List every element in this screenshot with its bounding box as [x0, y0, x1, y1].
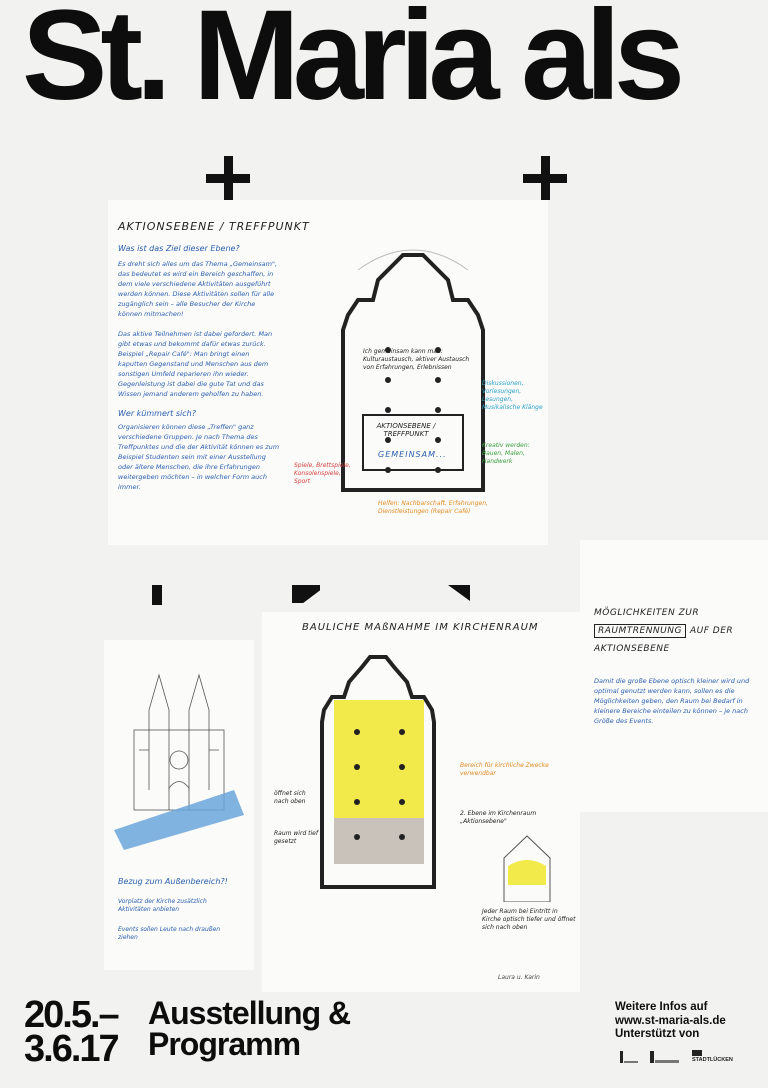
exhibition-title	[148, 995, 351, 1062]
annotation: Diskussionen, Vorlesungen, Lesungen, Musikalische Klänge	[482, 380, 543, 411]
paragraph: Damit die große Ebene optisch kleiner wird und optimal genutzt werden kann, sollen es die Möglichkeiten geben, den Raum bei Bedarf in kleinere Bereiche einteilen zu können – je nach Größe des Events.	[594, 677, 750, 725]
paragraph: Organisieren können diese „Treffen" ganz verschiedene Gruppen. Je nach Thema des Treffpunktes und die der Aktivität können es zum Beispiel Studenten sein mit einer Ausstellung oder ältere Menschen, die ihre Erfahrungen weitergeben möchten – in welcher Form auch immer.	[118, 423, 280, 491]
sponsor-logo-stadtluecken: STADTLÜCKEN	[692, 1050, 736, 1063]
sponsor-logo-2	[650, 1051, 682, 1063]
sketch-sheet-aktionsebene	[108, 200, 548, 545]
sketch-sheet-facade	[104, 640, 254, 970]
annotation: Ich gemeinsam kann man: Kulturaustausch, aktiver Austausch von Erfahrungen, Erlebnissen	[363, 348, 470, 371]
annotation: Kreativ werden: Bauen, Malen, Handwerk	[482, 442, 530, 465]
sheet-heading: AKTIONSEBENE / TREFFPUNKT	[118, 220, 310, 233]
support-label: Unterstützt von	[615, 1028, 700, 1040]
poster-title: St. Maria als	[22, 0, 678, 127]
annotation: Helfen: Nachbarschaft, Erfahrungen, Dienstleistungen (Repair Café)	[378, 500, 488, 515]
website-link[interactable]: www.st-maria-als.de	[615, 1014, 726, 1027]
church-floorplan-highlighted	[302, 652, 452, 902]
church-section-drawing	[492, 830, 562, 902]
sketch-sheet-raumtrennung	[580, 540, 768, 812]
cathedral-facade-drawing	[114, 670, 244, 850]
annotation: Bereich für kirchliche Zwecke verwendbar	[460, 762, 549, 777]
decorative-shape	[292, 585, 320, 603]
annotation: Events sollen Leute nach draußen ziehen	[118, 926, 221, 941]
info-block	[615, 1001, 726, 1042]
floorplan-label-gemeinsam: GEMEINSAM...	[378, 450, 447, 459]
annotation: Jeder Raum bei Eintritt in Kirche optisch tiefer und öffnet sich nach oben	[482, 908, 576, 931]
sponsor-logo-1	[620, 1051, 640, 1063]
question-heading: Was ist das Ziel dieser Ebene?	[118, 244, 240, 253]
date-start: 20.5.–	[24, 994, 118, 1036]
sheet-heading: BAULICHE MAßNAHME IM KIRCHENRAUM	[302, 622, 539, 633]
sheet-heading-boxed: RAUMTRENNUNG	[594, 624, 686, 638]
paragraph: Es dreht sich alles um das Thema „Gemeinsam", das bedeutet es wird ein Bereich geschaffen, in dem viele verschiedene Aktivitäten ausgeführt werden können. Diese Aktivitäten sollen für alle zugänglich sein – alle Besucher der Kirche können mitmachen!	[118, 260, 278, 318]
exhibition-line: Ausstellung &	[148, 995, 351, 1031]
decorative-shape	[448, 585, 470, 601]
sheet-heading: AUF DER	[690, 626, 734, 636]
decorative-shape	[152, 585, 162, 605]
exhibition-dates	[24, 994, 118, 1070]
sheet-heading: MÖGLICHKEITEN ZUR	[594, 608, 700, 618]
annotation: Raum wird tief gesetzt	[274, 830, 318, 845]
floorplan-label-center: AKTIONSEBENE / TREFFPUNKT	[376, 422, 436, 438]
annotation: 2. Ebene im Kirchenraum „Aktionsebene"	[460, 810, 537, 825]
question-heading: Wer kümmert sich?	[118, 409, 196, 418]
annotation: öffnet sich nach oben	[274, 790, 306, 805]
annotation: Spiele, Brettspiele, Konsolenspiele, Sport	[294, 462, 351, 485]
sketch-sheet-bauliche-massnahme	[262, 612, 580, 992]
signature: Laura u. Karin	[498, 974, 540, 981]
sheet-heading: AKTIONSEBENE	[594, 644, 670, 654]
annotation: Vorplatz der Kirche zusätzlich Aktivitäten anbieten	[118, 898, 207, 913]
date-end: 3.6.17	[24, 1028, 118, 1070]
info-label: Weitere Infos auf	[615, 1001, 708, 1013]
paragraph: Das aktive Teilnehmen ist dabei gefordert. Man gibt etwas und bekommt dafür etwas zurück. Beispiel „Repair Café": Man bringt einen kaputten Gegenstand und Menschen aus dem sonstigen Umfeld reparieren ihn wieder. Gegenleistung ist dabei die gute Tat und das Wissen jemand anderem geholfen zu haben.	[118, 330, 273, 398]
caption: Bezug zum Außenbereich?!	[118, 877, 228, 886]
exhibition-line: Programm	[148, 1026, 301, 1062]
sponsor-logos	[620, 1050, 736, 1063]
